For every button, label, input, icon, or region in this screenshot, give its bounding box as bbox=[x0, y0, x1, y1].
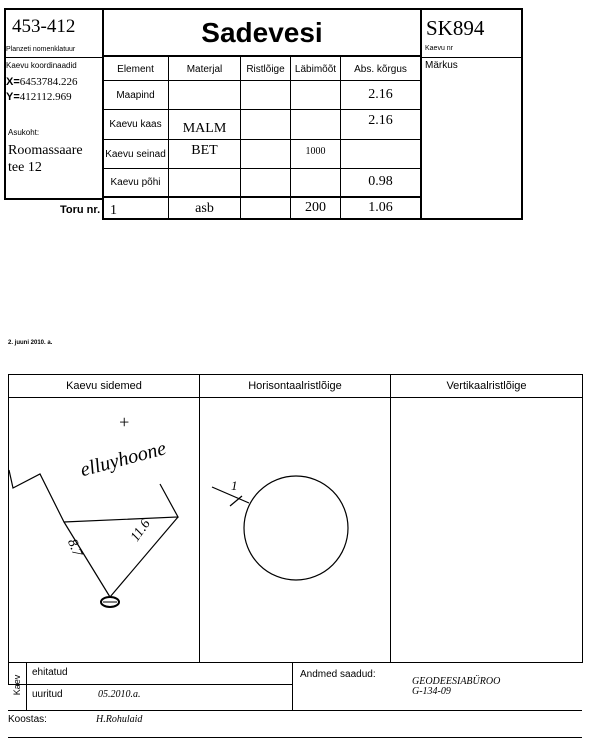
sketch-dim-1: 8.7 bbox=[64, 537, 85, 559]
location-label: Asukoht: bbox=[8, 128, 40, 137]
sketch-plus: + bbox=[118, 412, 131, 432]
pipe-number: 1 bbox=[110, 203, 117, 218]
coord-y-value: 412112.969 bbox=[19, 91, 72, 103]
row-element-maapind: Maapind bbox=[116, 89, 155, 101]
location-line1: Roomassaare bbox=[8, 143, 83, 158]
pipe-height: 1.06 bbox=[368, 200, 393, 215]
sketch-building-label: elluyhoone bbox=[78, 437, 169, 482]
well-id-label: Kaevu nr bbox=[425, 45, 454, 52]
pipe-material: asb bbox=[195, 201, 214, 216]
plan-code-label: Planzeti nomenklatuur bbox=[6, 46, 76, 53]
row-element-pohi: Kaevu põhi bbox=[110, 177, 161, 188]
surveyed-value: 05.2010.a. bbox=[98, 689, 141, 700]
data-from-line2: G-134-09 bbox=[412, 686, 451, 697]
row-height-maapind: 2.16 bbox=[368, 87, 393, 102]
data-from-label: Andmed saadud: bbox=[300, 669, 376, 680]
coord-y-prefix: Y= bbox=[6, 91, 20, 103]
pipe-diameter: 200 bbox=[305, 200, 326, 215]
surveyed-label: uuritud bbox=[32, 689, 63, 700]
row-material-seinad: BET bbox=[191, 143, 218, 158]
date-note: 2. juuni 2010. a. bbox=[8, 340, 53, 346]
col-header-height: Abs. kõrgus bbox=[354, 63, 407, 75]
well-id: SK894 bbox=[426, 16, 485, 40]
side-label-kaev: Kaev bbox=[12, 674, 22, 696]
data-from-line1: GEODEESIABÜROO bbox=[412, 676, 501, 687]
coord-x-value: 6453784.226 bbox=[19, 76, 78, 88]
col-header-element: Element bbox=[117, 63, 154, 75]
row-element-kaas: Kaevu kaas bbox=[109, 119, 162, 130]
built-label: ehitatud bbox=[32, 667, 68, 678]
row-diameter-seinad: 1000 bbox=[305, 145, 326, 157]
col-header-material: Materjal bbox=[186, 63, 223, 75]
composed-label: Koostas: bbox=[8, 714, 47, 725]
coords-label: Kaevu koordinaadid bbox=[6, 61, 77, 70]
panel-title-connections: Kaevu sidemed bbox=[66, 380, 142, 392]
location-line2: tee 12 bbox=[8, 160, 42, 175]
panel-title-horizontal: Horisontaalristlõige bbox=[248, 380, 342, 392]
notes-label: Märkus bbox=[425, 60, 458, 71]
row-height-kaas: 2.16 bbox=[368, 112, 393, 128]
row-element-seinad: Kaevu seinad bbox=[105, 148, 166, 160]
panel-title-vertical: Vertikaalristlõige bbox=[446, 380, 527, 392]
coord-x-prefix: X= bbox=[6, 76, 20, 88]
col-header-diameter: Läbimõõt bbox=[294, 63, 337, 75]
col-header-section: Ristlõige bbox=[246, 63, 285, 75]
pipe-label: Toru nr. bbox=[60, 204, 101, 216]
row-height-pohi: 0.98 bbox=[368, 173, 393, 189]
plan-code: 453-412 bbox=[12, 16, 76, 37]
sketch-dim-2: 11.6 bbox=[128, 516, 154, 545]
row-material-kaas: MALM bbox=[182, 120, 227, 136]
sketch-pipe-number: 1 bbox=[231, 478, 238, 493]
page-title: Sadevesi bbox=[201, 16, 323, 48]
composed-value: H.Rohulaid bbox=[96, 714, 143, 725]
